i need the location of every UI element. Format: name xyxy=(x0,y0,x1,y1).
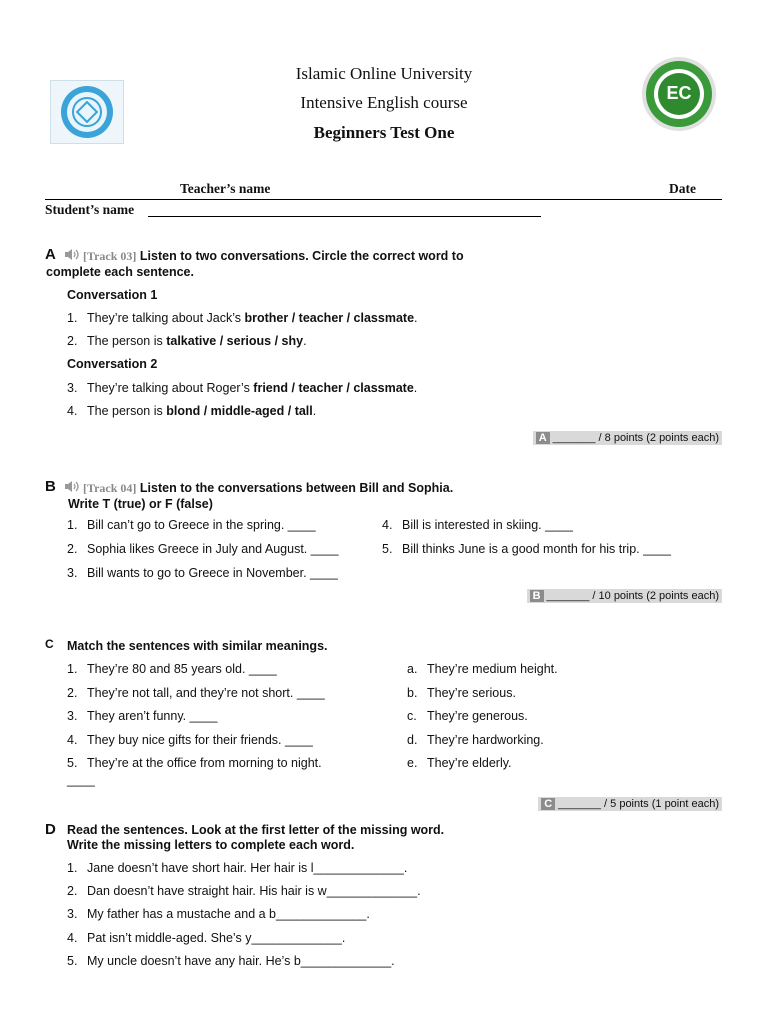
list-item: 3. They aren’t funny. ____ xyxy=(67,709,218,723)
date-label: Date xyxy=(669,181,696,196)
student-name-line[interactable] xyxy=(148,216,541,217)
list-item: 5. They’re at the office from morning to night. xyxy=(67,756,322,770)
section-b-instruction: [Track 04] Listen to the conversations between Bill and Sophia. Write T (true) or F (false) xyxy=(46,480,606,512)
list-item: 5. My uncle doesn’t have any hair. He’s b_____________. xyxy=(67,954,395,968)
list-item: 1. Jane doesn’t have short hair. Her hair is l_____________. xyxy=(67,861,408,875)
list-item: 1. They’re talking about Jack’s brother / teacher / classmate. xyxy=(67,311,418,325)
track-03[interactable]: [Track 03] xyxy=(83,248,137,263)
list-item: 2. Sophia likes Greece in July and August. ____ xyxy=(67,542,339,556)
list-item: 2. The person is talkative / serious / shy. xyxy=(67,334,307,348)
section-d-instruction: Read the sentences. Look at the first letter of the missing word. Write the missing letters to complete each word. xyxy=(67,823,445,852)
section-b-letter: B xyxy=(45,478,56,495)
test-title: Beginners Test One xyxy=(313,123,455,142)
track-04[interactable]: [Track 04] xyxy=(83,480,137,495)
section-d-letter: D xyxy=(45,821,56,838)
answer-options[interactable]: talkative / serious / shy xyxy=(166,334,304,348)
section-b-score: B _______ / 10 points (2 points each) xyxy=(527,589,722,603)
student-name-label: Student’s name xyxy=(45,202,135,217)
list-item: 1. They’re 80 and 85 years old. ____ xyxy=(67,662,277,676)
list-item: 4. Bill is interested in skiing. ____ xyxy=(382,518,573,532)
course-logo-text: EC xyxy=(666,83,692,103)
section-a-letter: A xyxy=(45,246,56,263)
answer-blank[interactable]: ____ xyxy=(67,773,95,787)
course-name: Intensive English course xyxy=(300,93,468,112)
section-a-score: A _______ / 8 points (2 points each) xyxy=(533,431,722,445)
answer-options[interactable]: blond / middle-aged / tall xyxy=(166,404,313,418)
answer-options[interactable]: friend / teacher / classmate xyxy=(253,381,414,395)
list-item: c. They’re generous. xyxy=(407,709,528,723)
list-item: 4. They buy nice gifts for their friends. ____ xyxy=(67,733,313,747)
list-item: 5. Bill thinks June is a good month for his trip. ____ xyxy=(382,542,671,556)
conversation-2-label: Conversation 2 xyxy=(67,357,158,371)
list-item: 1. Bill can’t go to Greece in the spring. ____ xyxy=(67,518,316,532)
list-item: 3. They’re talking about Roger’s friend / teacher / classmate. xyxy=(67,381,418,395)
answer-options[interactable]: brother / teacher / classmate xyxy=(244,311,415,325)
teacher-name-label: Teacher’s name xyxy=(180,181,271,196)
list-item: 3. My father has a mustache and a b_____________. xyxy=(67,907,370,921)
list-item: 2. Dan doesn’t have straight hair. His hair is w_____________. xyxy=(67,884,421,898)
section-a-instruction: [Track 03] Listen to two conversations. Circle the correct word to complete each sentence. xyxy=(46,248,464,279)
list-item: d. They’re hardworking. xyxy=(407,733,544,747)
list-item: 4. Pat isn’t middle-aged. She’s y_____________. xyxy=(67,931,346,945)
speaker-icon[interactable] xyxy=(64,248,80,265)
list-item: e. They’re elderly. xyxy=(407,756,512,770)
list-item: b. They’re serious. xyxy=(407,686,516,700)
conversation-1-label: Conversation 1 xyxy=(67,288,158,302)
list-item: 4. The person is blond / middle-aged / tall. xyxy=(67,404,317,418)
section-c-score: C _______ / 5 points (1 point each) xyxy=(538,797,722,811)
teacher-name-line[interactable] xyxy=(45,199,722,200)
section-c-letter: C xyxy=(45,637,54,651)
list-item: 3. Bill wants to go to Greece in November. ____ xyxy=(67,566,338,580)
list-item: a. They’re medium height. xyxy=(407,662,558,676)
list-item: 2. They’re not tall, and they’re not short. ____ xyxy=(67,686,325,700)
section-c-instruction: Match the sentences with similar meanings. xyxy=(67,639,328,653)
speaker-icon[interactable] xyxy=(64,480,80,497)
university-name: Islamic Online University xyxy=(295,64,473,83)
